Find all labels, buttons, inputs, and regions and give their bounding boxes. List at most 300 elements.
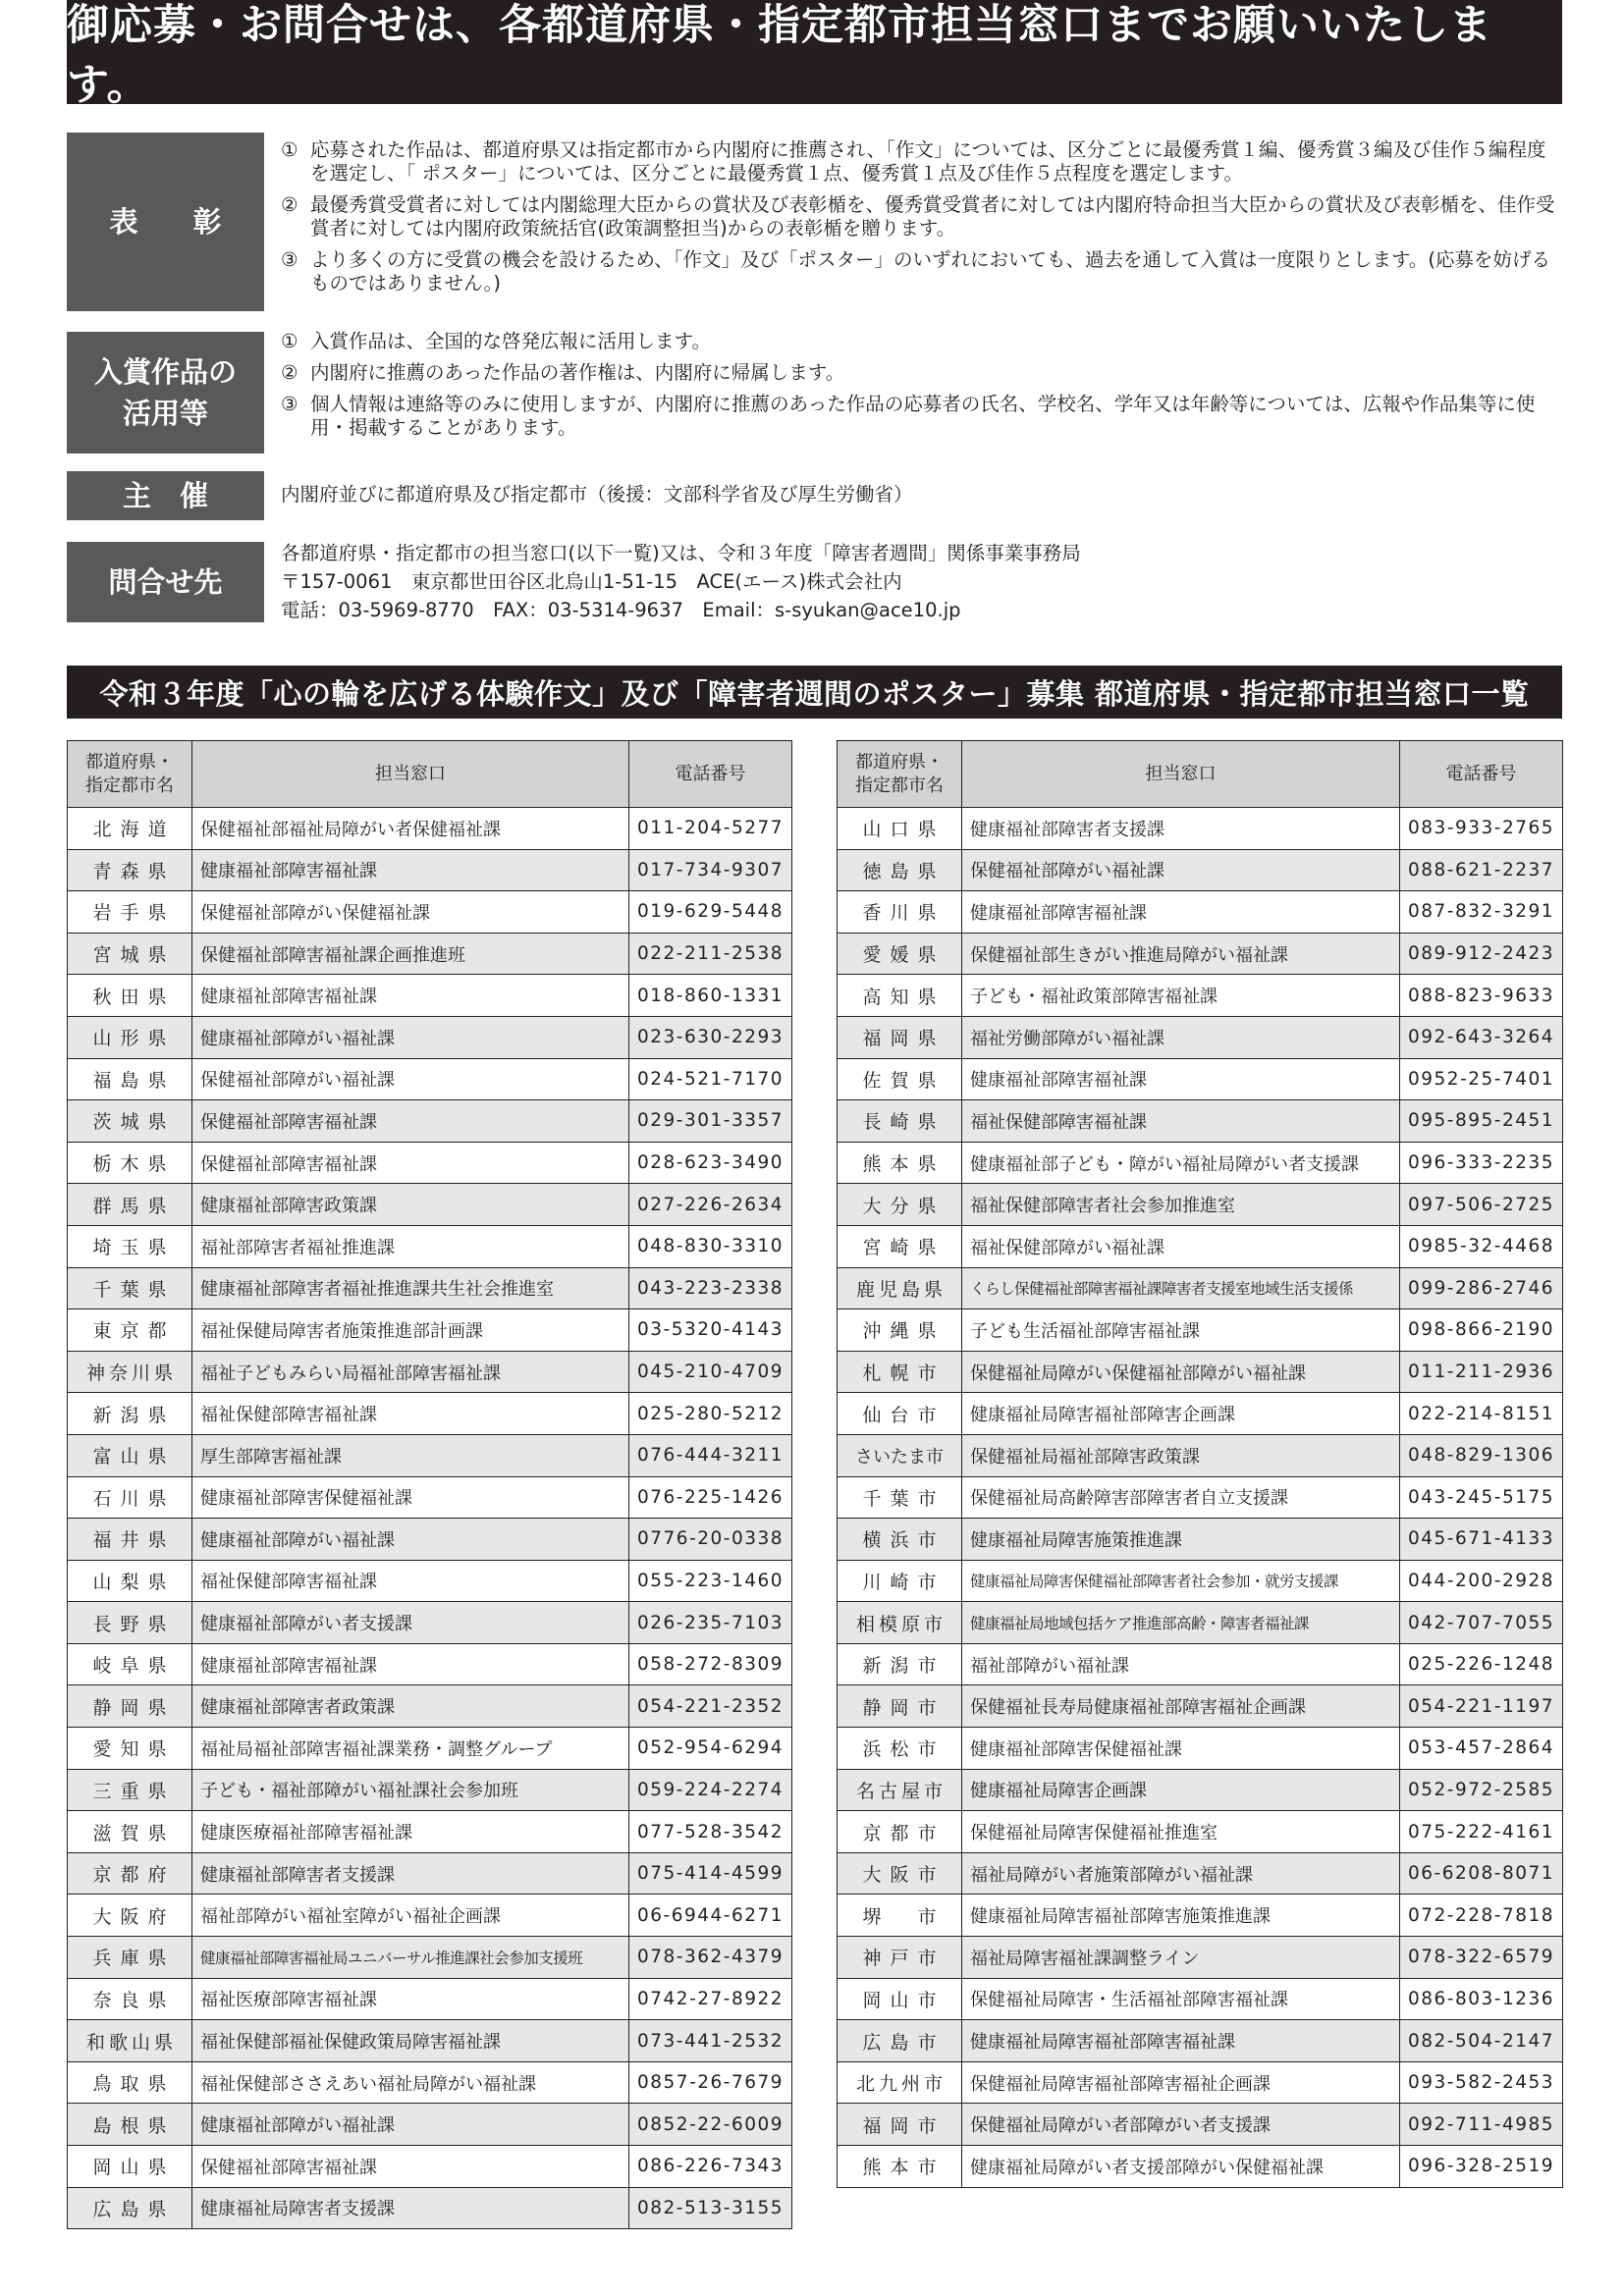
table-row: [68, 1058, 792, 1100]
office-cell: 健康福祉局障害福祉部障害施策推進課: [962, 1895, 1400, 1937]
table-row: [68, 1142, 792, 1184]
region-cell: 宮城県: [68, 933, 192, 975]
award-label: [67, 133, 264, 311]
table-row: [838, 975, 1563, 1017]
organizer-text: 内閣府並びに都道府県及び指定都市（後援：文部科学省及び厚生労働省）: [281, 483, 913, 506]
office-cell: 福祉労働部障がい福祉課: [962, 1016, 1400, 1058]
table-row: [68, 975, 792, 1017]
office-cell: 健康福祉局地域包括ケア推進部高齢・障害者福祉課: [962, 1602, 1400, 1644]
table-row: [838, 1811, 1563, 1853]
office-cell: 厚生部障害福祉課: [192, 1434, 629, 1476]
tel-cell: 043-223-2338: [629, 1267, 792, 1309]
table-row: [838, 1728, 1563, 1770]
tel-cell: 026-235-7103: [629, 1602, 792, 1644]
table-row: [838, 2104, 1563, 2146]
office-cell: 福祉保健部障害福祉課: [192, 1393, 629, 1435]
tel-cell: 092-711-4985: [1400, 2104, 1563, 2146]
table-row: [68, 2146, 792, 2188]
info-item: [281, 193, 1562, 240]
region-cell: 香川県: [838, 891, 962, 934]
table-row: [838, 1978, 1563, 2020]
tel-cell: 06-6944-6271: [629, 1895, 792, 1937]
tel-cell: 0852-22-6009: [629, 2104, 792, 2146]
region-cell: 神戸市: [838, 1937, 962, 1979]
region-cell: 福岡市: [838, 2104, 962, 2146]
region-cell: 札幌市: [838, 1351, 962, 1393]
table-row: [838, 1309, 1563, 1352]
region-cell: 鹿児島県: [838, 1267, 962, 1309]
tel-cell: 019-629-5448: [629, 891, 792, 934]
tel-cell: 089-912-2423: [1400, 933, 1563, 975]
header-office: 担当窓口: [192, 741, 629, 808]
region-cell: 東京都: [68, 1309, 192, 1352]
item-number: ③: [281, 248, 298, 271]
tel-cell: 076-444-3211: [629, 1434, 792, 1476]
region-cell: 鳥取県: [68, 2061, 192, 2104]
region-cell: 島根県: [68, 2104, 192, 2146]
office-cell: 保健福祉部障害福祉課企画推進班: [192, 933, 629, 975]
item-text: 個人情報は連絡等のみに使用しますが、内閣府に推薦のあった作品の応募者の氏名、学校名、学年又は年齢等については、広報や作品集等に使用・掲載することがあります。: [310, 393, 1536, 439]
table-row: [68, 1309, 792, 1352]
region-cell: 高知県: [838, 975, 962, 1017]
table-row: [838, 933, 1563, 975]
table-row: [68, 1728, 792, 1770]
office-cell: 保健福祉部障がい保健福祉課: [192, 891, 629, 934]
region-cell: 横浜市: [838, 1519, 962, 1561]
info-item: [281, 138, 1562, 186]
item-text: 入賞作品は、全国的な啓発広報に活用します。: [310, 330, 711, 352]
table-row: [838, 1184, 1563, 1226]
region-cell: 川崎市: [838, 1560, 962, 1602]
office-cell: 健康福祉部障害福祉課: [962, 1058, 1400, 1100]
header-region: 都道府県・ 指定都市名: [68, 741, 192, 808]
office-cell: 福祉保健部障害福祉課: [192, 1560, 629, 1602]
table-row: [68, 1267, 792, 1309]
tel-cell: 099-286-2746: [1400, 1267, 1563, 1309]
region-cell: 北九州市: [838, 2061, 962, 2104]
region-cell: 熊本市: [838, 2146, 962, 2188]
office-cell: 福祉局障がい者施策部障がい福祉課: [962, 1852, 1400, 1895]
tel-cell: 048-830-3310: [629, 1225, 792, 1267]
office-cell: 福祉部障害者福祉推進課: [192, 1225, 629, 1267]
tel-cell: 098-866-2190: [1400, 1309, 1563, 1352]
table-row: [68, 1852, 792, 1895]
table-row: [838, 1351, 1563, 1393]
region-cell: 沖縄県: [838, 1309, 962, 1352]
tel-cell: 025-226-1248: [1400, 1643, 1563, 1685]
table-row: [68, 1393, 792, 1435]
tel-cell: 018-860-1331: [629, 975, 792, 1017]
region-cell: 福島県: [68, 1058, 192, 1100]
office-cell: 健康福祉部障がい福祉課: [192, 2104, 629, 2146]
item-text: より多くの方に受賞の機会を設けるため、「作文」及び「ポスター」のいずれにおいても、過去を通して入賞は一度限りとします。(応募を妨げるものではありません。): [310, 248, 1551, 294]
tel-cell: 06-6208-8071: [1400, 1852, 1563, 1895]
region-cell: 岐阜県: [68, 1643, 192, 1685]
office-cell: 保健福祉局高齢障害部障害者自立支援課: [962, 1476, 1400, 1519]
tel-cell: 029-301-3357: [629, 1100, 792, 1143]
info-item: [281, 361, 1562, 385]
region-cell: 熊本県: [838, 1142, 962, 1184]
tel-cell: 097-506-2725: [1400, 1184, 1563, 1226]
office-cell: 福祉保健部ささえあい福祉局障がい福祉課: [192, 2061, 629, 2104]
region-cell: 山形県: [68, 1016, 192, 1058]
tel-cell: 027-226-2634: [629, 1184, 792, 1226]
tel-cell: 024-521-7170: [629, 1058, 792, 1100]
tel-cell: 03-5320-4143: [629, 1309, 792, 1352]
office-cell: 保健福祉局障害保健福祉推進室: [962, 1811, 1400, 1853]
table-row: [838, 1058, 1563, 1100]
tel-cell: 048-829-1306: [1400, 1434, 1563, 1476]
region-cell: 愛媛県: [838, 933, 962, 975]
tel-cell: 095-895-2451: [1400, 1100, 1563, 1143]
office-cell: 健康福祉局障害企画課: [962, 1769, 1400, 1811]
office-cell: 福祉保健部障害者社会参加推進室: [962, 1184, 1400, 1226]
region-cell: さいたま市: [838, 1434, 962, 1476]
tel-cell: 0857-26-7679: [629, 2061, 792, 2104]
tel-cell: 078-362-4379: [629, 1937, 792, 1979]
office-cell: 健康福祉部障がい者支援課: [192, 1602, 629, 1644]
table-row: [838, 1476, 1563, 1519]
region-cell: 長野県: [68, 1602, 192, 1644]
item-text: 内閣府に推薦のあった作品の著作権は、内閣府に帰属します。: [310, 361, 845, 384]
office-cell: 健康福祉局障がい者支援部障がい保健福祉課: [962, 2146, 1400, 2188]
office-cell: 保健福祉長寿局健康福祉部障害福祉企画課: [962, 1685, 1400, 1728]
tel-cell: 028-623-3490: [629, 1142, 792, 1184]
office-cell: 保健福祉部生きがい推進局障がい福祉課: [962, 933, 1400, 975]
item-number: ②: [281, 193, 298, 216]
table-row: [68, 2061, 792, 2104]
region-cell: 大分県: [838, 1184, 962, 1226]
tel-cell: 054-221-1197: [1400, 1685, 1563, 1728]
office-cell: 保健福祉部障害福祉課: [192, 1142, 629, 1184]
region-cell: 三重県: [68, 1769, 192, 1811]
table-row: [68, 891, 792, 934]
item-number: ①: [281, 330, 298, 352]
item-text: 応募された作品は、都道府県又は指定都市から内閣府に推薦され、「作文」については、区分ごとに最優秀賞１編、優秀賞３編及び佳作５編程度を選定し、「 ポスター」については、区分ごとに最優秀賞１点、優秀賞１点及び佳作５点程度を選定します。: [310, 138, 1546, 185]
organizer-section: [67, 471, 1562, 520]
tel-cell: 0776-20-0338: [629, 1519, 792, 1561]
table-row: [838, 1225, 1563, 1267]
table-row: [68, 849, 792, 891]
office-cell: 保健福祉局福祉部障害政策課: [962, 1434, 1400, 1476]
table-row: [68, 1602, 792, 1644]
table-header-row: [68, 741, 792, 808]
region-cell: 滋賀県: [68, 1811, 192, 1853]
contact-table-left: [67, 740, 792, 2229]
region-cell: 岩手県: [68, 891, 192, 934]
tel-cell: 086-803-1236: [1400, 1978, 1563, 2020]
region-cell: 宮崎県: [838, 1225, 962, 1267]
office-cell: 福祉医療部障害福祉課: [192, 1978, 629, 2020]
table-row: [838, 849, 1563, 891]
region-cell: 堺 市: [838, 1895, 962, 1937]
office-cell: 福祉部障がい福祉室障がい福祉企画課: [192, 1895, 629, 1937]
tel-cell: 083-933-2765: [1400, 808, 1563, 850]
tel-cell: 086-226-7343: [629, 2146, 792, 2188]
office-cell: 健康福祉部障がい福祉課: [192, 1519, 629, 1561]
office-cell: 福祉局福祉部障害福祉課業務・調整グループ: [192, 1728, 629, 1770]
region-cell: 栃木県: [68, 1142, 192, 1184]
inquiry-body: [281, 542, 1562, 627]
table-row: [838, 2146, 1563, 2188]
tel-cell: 073-441-2532: [629, 2020, 792, 2062]
award-items: [281, 138, 1562, 303]
office-cell: 福祉保健部障害福祉課: [962, 1100, 1400, 1143]
region-cell: 静岡市: [838, 1685, 962, 1728]
table-row: [68, 1769, 792, 1811]
item-number: ②: [281, 361, 298, 384]
table-row: [838, 1100, 1563, 1143]
table-row: [68, 1225, 792, 1267]
region-cell: 名古屋市: [838, 1769, 962, 1811]
office-cell: 保健福祉局障がい者部障がい者支援課: [962, 2104, 1400, 2146]
office-cell: 健康福祉局障害福祉部障害企画課: [962, 1393, 1400, 1435]
tel-cell: 0985-32-4468: [1400, 1225, 1563, 1267]
tel-cell: 096-328-2519: [1400, 2146, 1563, 2188]
office-cell: 健康福祉部障害者支援課: [192, 1852, 629, 1895]
info-item: [281, 393, 1562, 440]
tel-cell: 082-504-2147: [1400, 2020, 1563, 2062]
table-row: [68, 933, 792, 975]
table-row: [68, 1937, 792, 1979]
region-cell: 大阪府: [68, 1895, 192, 1937]
office-cell: 健康福祉部障害福祉局ユニバーサル推進課社会参加支援班: [192, 1937, 629, 1979]
office-cell: 健康福祉部障害保健福祉課: [962, 1728, 1400, 1770]
table-row: [68, 1811, 792, 1853]
office-cell: 福祉保健部障がい福祉課: [962, 1225, 1400, 1267]
info-item: [281, 330, 1562, 353]
tel-cell: 075-222-4161: [1400, 1811, 1563, 1853]
tel-cell: 087-832-3291: [1400, 891, 1563, 934]
table-row: [68, 1978, 792, 2020]
inquiry-line-address: 〒157-0061 東京都世田谷区北烏山1-51-15 ACE(エース)株式会社内: [281, 570, 902, 593]
item-number: ③: [281, 393, 298, 415]
office-cell: 保健福祉部障がい福祉課: [192, 1058, 629, 1100]
table-row: [68, 1184, 792, 1226]
table-row: [68, 1519, 792, 1561]
header-region: 都道府県・ 指定都市名: [838, 741, 962, 808]
table-row: [838, 1393, 1563, 1435]
region-cell: 愛知県: [68, 1728, 192, 1770]
office-cell: 健康福祉局障害者支援課: [192, 2187, 629, 2229]
table-row: [68, 1100, 792, 1143]
tel-cell: 011-211-2936: [1400, 1351, 1563, 1393]
tel-cell: 045-210-4709: [629, 1351, 792, 1393]
tel-cell: 023-630-2293: [629, 1016, 792, 1058]
table-row: [68, 808, 792, 850]
office-cell: 健康福祉部障害者支援課: [962, 808, 1400, 850]
region-cell: 群馬県: [68, 1184, 192, 1226]
region-cell: 茨城県: [68, 1100, 192, 1143]
office-cell: 子ども生活福祉部障害福祉課: [962, 1309, 1400, 1352]
tel-cell: 059-224-2274: [629, 1769, 792, 1811]
table-row: [838, 1937, 1563, 1979]
office-cell: 保健福祉局障がい保健福祉部障がい福祉課: [962, 1351, 1400, 1393]
region-cell: 京都市: [838, 1811, 962, 1853]
tel-cell: 042-707-7055: [1400, 1602, 1563, 1644]
office-cell: 福祉部障がい福祉課: [962, 1643, 1400, 1685]
office-cell: 福祉局障害福祉課調整ライン: [962, 1937, 1400, 1979]
table-header-row: [838, 741, 1563, 808]
contact-table-right: [837, 740, 1563, 2188]
header-office: 担当窓口: [962, 741, 1400, 808]
region-cell: 富山県: [68, 1434, 192, 1476]
usage-label-line-2: 活用等: [122, 397, 208, 430]
region-cell: 埼玉県: [68, 1225, 192, 1267]
tel-cell: 093-582-2453: [1400, 2061, 1563, 2104]
office-cell: 子ども・福祉部障がい福祉課社会参加班: [192, 1769, 629, 1811]
table-row: [838, 1560, 1563, 1602]
tel-cell: 025-280-5212: [629, 1393, 792, 1435]
tel-cell: 076-225-1426: [629, 1476, 792, 1519]
table-row: [838, 1434, 1563, 1476]
table-row: [68, 1351, 792, 1393]
office-cell: 福祉保健部福祉保健政策局障害福祉課: [192, 2020, 629, 2062]
region-cell: 仙台市: [838, 1393, 962, 1435]
tel-cell: 075-414-4599: [629, 1852, 792, 1895]
table-row: [838, 1895, 1563, 1937]
table-row: [838, 1602, 1563, 1644]
tel-cell: 0952-25-7401: [1400, 1058, 1563, 1100]
table-row: [838, 1142, 1563, 1184]
region-cell: 長崎県: [838, 1100, 962, 1143]
region-cell: 静岡県: [68, 1685, 192, 1728]
tel-cell: 096-333-2235: [1400, 1142, 1563, 1184]
organizer-label: 主 催: [67, 471, 264, 520]
table-row: [838, 2061, 1563, 2104]
table-row: [68, 1434, 792, 1476]
office-cell: 健康福祉部障がい福祉課: [192, 1016, 629, 1058]
office-cell: 健康福祉部障害福祉課: [192, 849, 629, 891]
region-cell: 秋田県: [68, 975, 192, 1017]
tel-cell: 0742-27-8922: [629, 1978, 792, 2020]
office-cell: 福祉子どもみらい局福祉部障害福祉課: [192, 1351, 629, 1393]
usage-section: [67, 332, 1562, 454]
office-cell: 保健福祉部障がい福祉課: [962, 849, 1400, 891]
tel-cell: 052-954-6294: [629, 1728, 792, 1770]
office-cell: 保健福祉部福祉局障がい者保健福祉課: [192, 808, 629, 850]
region-cell: 岡山県: [68, 2146, 192, 2188]
office-cell: 健康福祉部障害福祉課: [962, 891, 1400, 934]
table-row: [838, 1685, 1563, 1728]
table-row: [838, 891, 1563, 934]
office-cell: 健康福祉部障害福祉課: [192, 975, 629, 1017]
office-cell: 保健福祉局障害・生活福祉部障害福祉課: [962, 1978, 1400, 2020]
region-cell: 徳島県: [838, 849, 962, 891]
inquiry-line-office: 各都道府県・指定都市の担当窓口(以下一覧)又は、令和３年度「障害者週間」関係事業事務局: [281, 542, 1081, 564]
page-banner: 御応募・お問合せは、各都道府県・指定都市担当窓口までお願いいたします。: [67, 0, 1562, 104]
region-cell: 京都府: [68, 1852, 192, 1895]
region-cell: 佐賀県: [838, 1058, 962, 1100]
tel-cell: 011-204-5277: [629, 808, 792, 850]
region-cell: 兵庫県: [68, 1937, 192, 1979]
office-cell: 健康福祉部障害保健福祉課: [192, 1476, 629, 1519]
region-cell: 千葉県: [68, 1267, 192, 1309]
tel-cell: 043-245-5175: [1400, 1476, 1563, 1519]
office-cell: 保健福祉局障害福祉部障害福祉企画課: [962, 2061, 1400, 2104]
table-row: [68, 2020, 792, 2062]
office-cell: 健康福祉部障害福祉課: [192, 1643, 629, 1685]
tel-cell: 045-671-4133: [1400, 1519, 1563, 1561]
region-cell: 広島県: [68, 2187, 192, 2229]
header-tel: 電話番号: [629, 741, 792, 808]
tel-cell: 078-322-6579: [1400, 1937, 1563, 1979]
tel-cell: 022-211-2538: [629, 933, 792, 975]
table-row: [68, 2187, 792, 2229]
office-cell: 健康福祉局障害福祉部障害福祉課: [962, 2020, 1400, 2062]
region-cell: 石川県: [68, 1476, 192, 1519]
table-row: [838, 1852, 1563, 1895]
region-cell: 奈良県: [68, 1978, 192, 2020]
region-cell: 北海道: [68, 808, 192, 850]
tel-cell: 077-528-3542: [629, 1811, 792, 1853]
region-cell: 福井県: [68, 1519, 192, 1561]
item-number: ①: [281, 138, 298, 161]
table-row: [68, 1685, 792, 1728]
region-cell: 福岡県: [838, 1016, 962, 1058]
tel-cell: 072-228-7818: [1400, 1895, 1563, 1937]
region-cell: 新潟市: [838, 1643, 962, 1685]
table-row: [68, 1476, 792, 1519]
region-cell: 青森県: [68, 849, 192, 891]
award-section: [67, 133, 1562, 311]
office-cell: 保健福祉部障害福祉課: [192, 1100, 629, 1143]
table-row: [68, 1895, 792, 1937]
tel-cell: 058-272-8309: [629, 1643, 792, 1685]
usage-items: [281, 330, 1562, 448]
tel-cell: 052-972-2585: [1400, 1769, 1563, 1811]
contact-list-title: 令和３年度「心の輪を広げる体験作文」及び「障害者週間のポスター」募集 都道府県・指定都市担当窓口一覧: [67, 666, 1562, 719]
region-cell: 相模原市: [838, 1602, 962, 1644]
tel-cell: 082-513-3155: [629, 2187, 792, 2229]
office-cell: くらし保健福祉部障害福祉課障害者支援室地域生活支援係: [962, 1267, 1400, 1309]
region-cell: 岡山市: [838, 1978, 962, 2020]
item-text: 最優秀賞受賞者に対しては内閣総理大臣からの賞状及び表彰楯を、優秀賞受賞者に対しては内閣府特命担当大臣からの賞状及び表彰楯を、佳作受賞者に対しては内閣府政策統括官(政策調整担当)からの表彰楯を贈ります。: [310, 193, 1555, 240]
usage-label: [67, 332, 264, 454]
inquiry-label: 問合せ先: [67, 542, 264, 622]
office-cell: 福祉保健局障害者施策推進部計画課: [192, 1309, 629, 1352]
tel-cell: 054-221-2352: [629, 1685, 792, 1728]
office-cell: 健康福祉部障害政策課: [192, 1184, 629, 1226]
tel-cell: 044-200-2928: [1400, 1560, 1563, 1602]
tel-cell: 088-823-9633: [1400, 975, 1563, 1017]
region-cell: 大阪市: [838, 1852, 962, 1895]
tel-cell: 053-457-2864: [1400, 1728, 1563, 1770]
table-row: [838, 808, 1563, 850]
inquiry-line-contact: 電話：03-5969-8770 FAX：03-5314-9637 Email：s-syukan@ace10.jp: [281, 599, 961, 621]
table-row: [838, 2020, 1563, 2062]
office-cell: 健康医療福祉部障害福祉課: [192, 1811, 629, 1853]
region-cell: 和歌山県: [68, 2020, 192, 2062]
region-cell: 山梨県: [68, 1560, 192, 1602]
table-row: [68, 2104, 792, 2146]
info-item: [281, 248, 1562, 295]
award-label-char-1: 表: [109, 204, 138, 239]
region-cell: 広島市: [838, 2020, 962, 2062]
region-cell: 浜松市: [838, 1728, 962, 1770]
office-cell: 健康福祉部障害者政策課: [192, 1685, 629, 1728]
tel-cell: 017-734-9307: [629, 849, 792, 891]
office-cell: 健康福祉局障害保健福祉部障害者社会参加・就労支援課: [962, 1560, 1400, 1602]
tel-cell: 022-214-8151: [1400, 1393, 1563, 1435]
table-row: [68, 1560, 792, 1602]
header-tel: 電話番号: [1400, 741, 1563, 808]
award-label-char-2: 彰: [192, 204, 222, 239]
region-cell: 新潟県: [68, 1393, 192, 1435]
office-cell: 保健福祉部障害福祉課: [192, 2146, 629, 2188]
table-row: [838, 1519, 1563, 1561]
region-cell: 神奈川県: [68, 1351, 192, 1393]
